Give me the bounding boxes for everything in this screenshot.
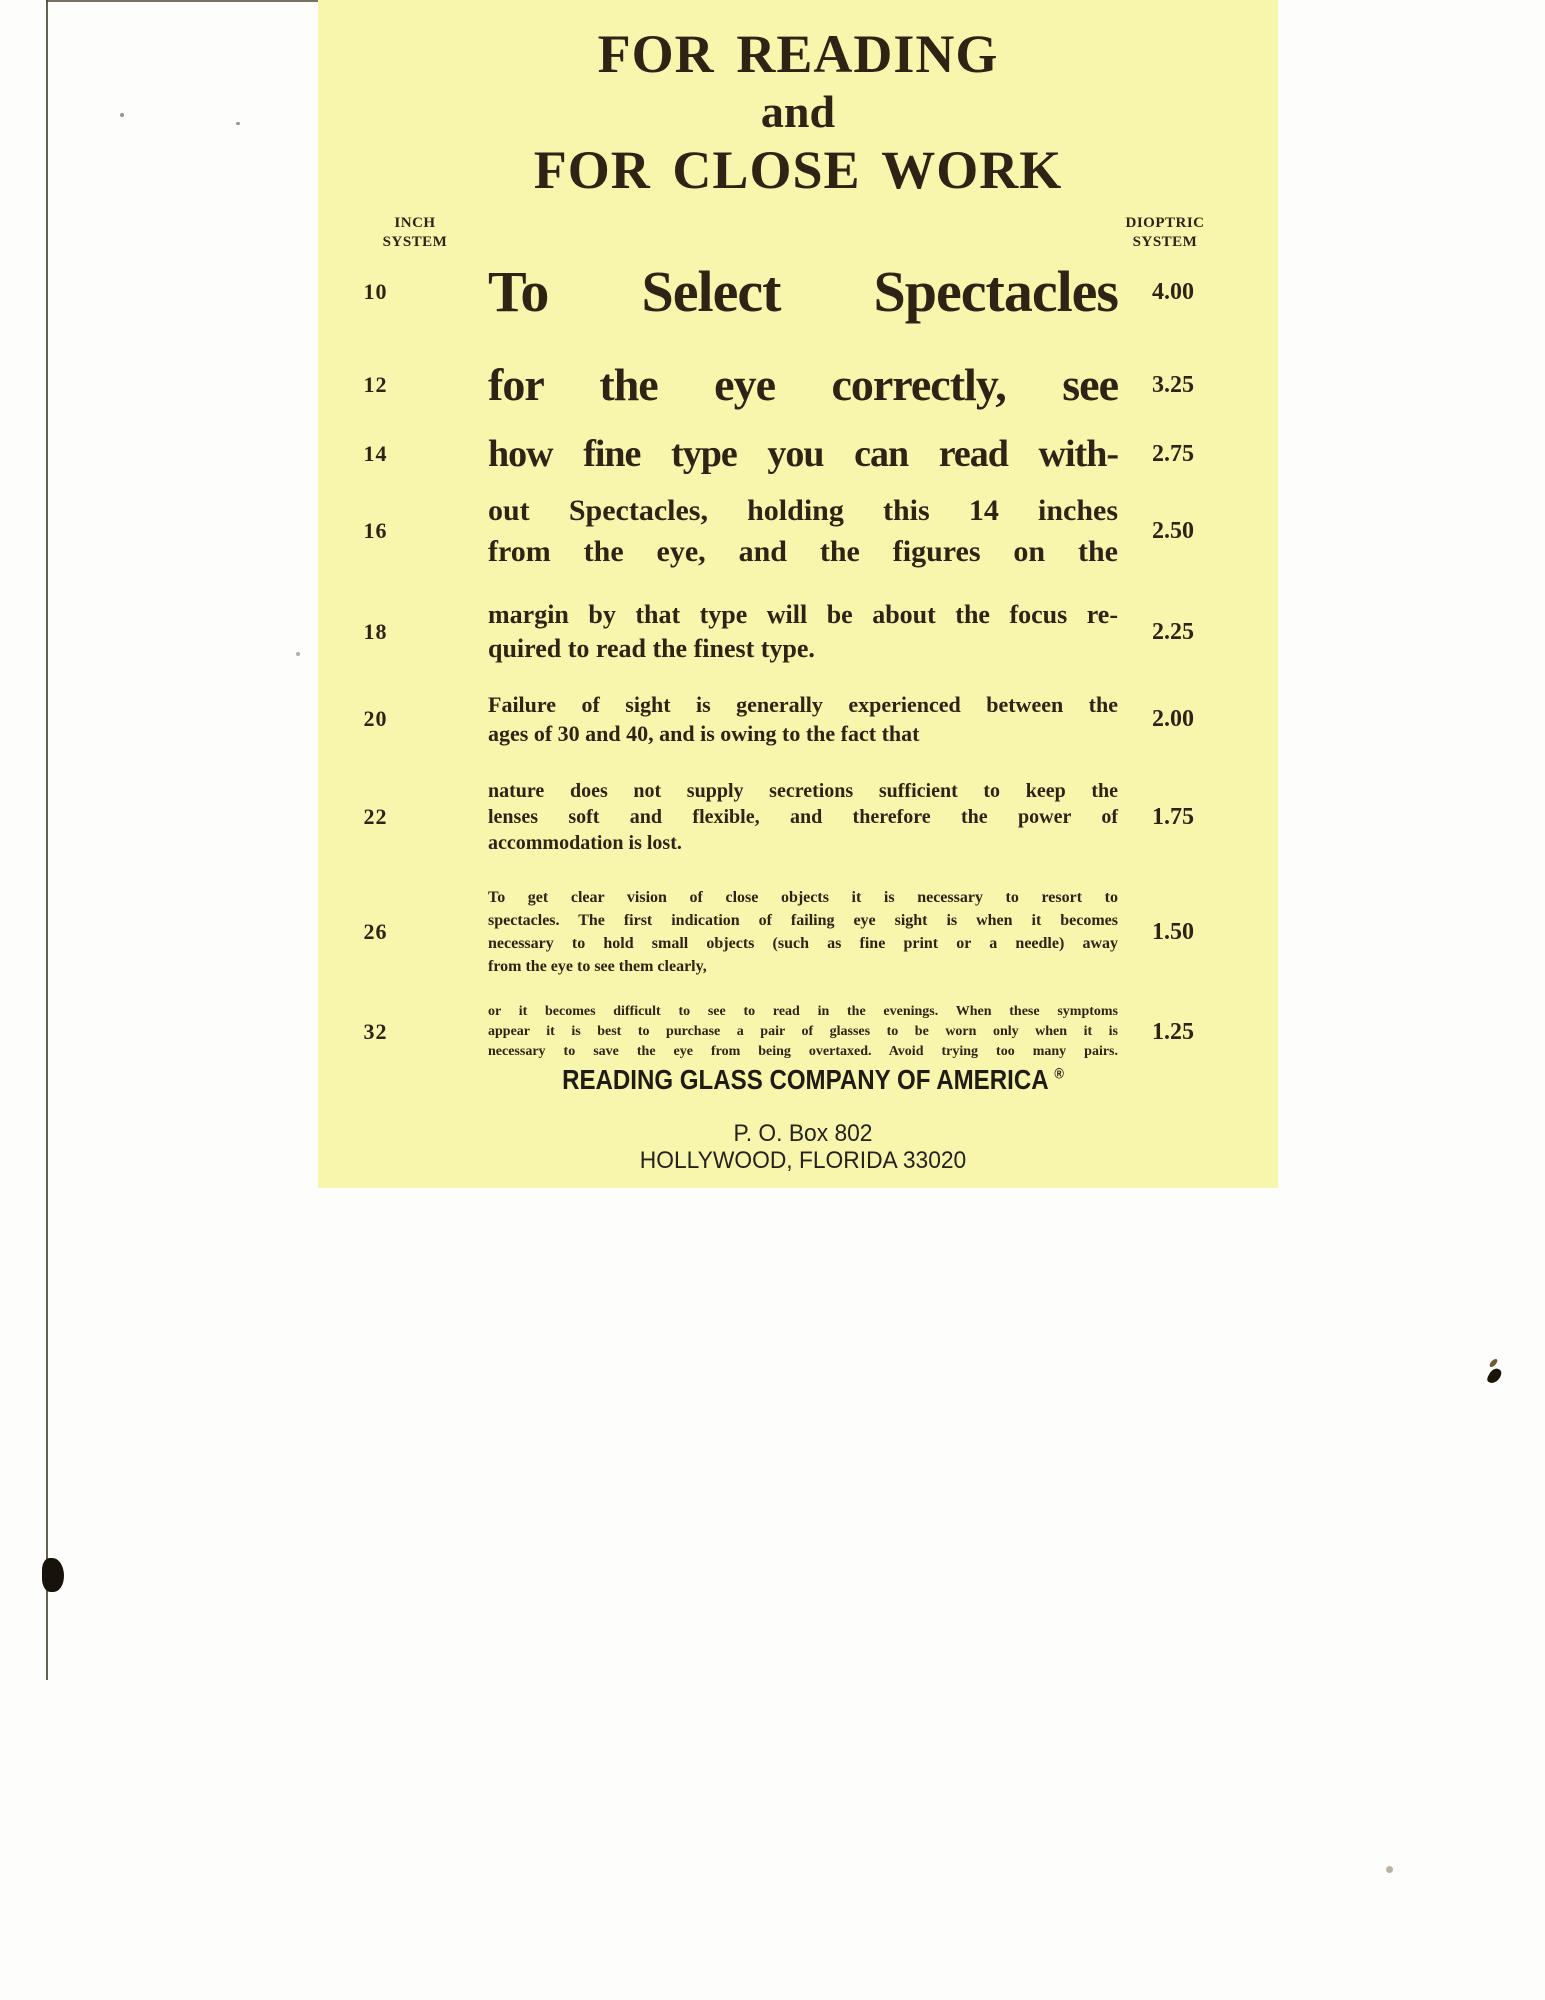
reading-text-block xyxy=(488,778,1118,856)
dioptric-system-header-line: DIOPTRIC xyxy=(1125,215,1205,231)
reading-text-line: for the eye correctly, see xyxy=(488,359,1118,410)
dioptric-value: 1.50 xyxy=(1152,918,1194,945)
inch-value: 32 xyxy=(363,1019,388,1044)
inch-system-header-line: INCH xyxy=(394,215,436,231)
scan-edge-line-left xyxy=(46,0,48,1680)
inch-value: 12 xyxy=(363,372,388,397)
reading-text-line: how fine type you can read with- xyxy=(488,433,1118,475)
inch-value: 18 xyxy=(363,619,388,644)
reading-text-block xyxy=(488,250,1118,334)
inch-value: 26 xyxy=(363,919,388,944)
test-row xyxy=(318,352,1278,418)
title-line: FOR CLOSE WORK xyxy=(533,140,1063,200)
reading-text-line: out Spectacles, holding this 14 inches xyxy=(488,494,1118,527)
reading-text-line: To Select Spectacles xyxy=(488,259,1118,324)
dioptric-value: 2.50 xyxy=(1152,517,1194,544)
dioptric-value: 1.25 xyxy=(1152,1018,1194,1045)
dioptric-value: 1.75 xyxy=(1152,803,1194,830)
test-row xyxy=(318,1002,1278,1062)
po-box-line: P. O. Box 802 xyxy=(733,1120,873,1147)
test-row xyxy=(318,778,1278,856)
reading-text-line: To get clear vision of close objects it is necessary to resort to xyxy=(488,889,1118,906)
dioptric-value: 2.75 xyxy=(1152,440,1194,467)
reading-text-line: lenses soft and flexible, and therefore the power of xyxy=(488,806,1118,828)
reading-text-block xyxy=(488,1002,1118,1062)
inch-system-header-line: SYSTEM xyxy=(382,234,448,250)
reading-text-line: necessary to save the eye from being overtaxed. Avoid trying too many pairs. xyxy=(488,1044,1118,1059)
reading-text-block xyxy=(488,598,1118,666)
inch-value: 14 xyxy=(363,441,388,466)
card-title xyxy=(318,24,1278,200)
address-line: HOLLYWOOD, FLORIDA 33020 xyxy=(639,1147,967,1174)
reading-text-line: necessary to hold small objects (such as fine print or a needle) away xyxy=(488,935,1118,952)
dioptric-value: 3.25 xyxy=(1152,371,1194,398)
inch-value: 22 xyxy=(363,804,388,829)
dioptric-system-header-line: SYSTEM xyxy=(1132,234,1198,250)
scan-dust-dot xyxy=(296,652,300,656)
title-line: FOR READING xyxy=(597,24,999,84)
test-row xyxy=(318,490,1278,572)
reading-text-line: spectacles. The first indication of failing eye sight is when it becomes xyxy=(488,912,1118,929)
reading-text-line: from the eye to see them clearly, xyxy=(488,958,707,975)
title-line: and xyxy=(760,86,836,137)
company-name xyxy=(542,1064,1084,1096)
reading-text-line: nature does not supply secretions sufficient to keep the xyxy=(488,780,1118,802)
company-name-text: READING GLASS COMPANY OF AMERICA xyxy=(562,1064,1048,1095)
test-row xyxy=(318,690,1278,748)
inch-value: 10 xyxy=(363,279,388,304)
dioptric-value: 2.25 xyxy=(1152,618,1194,645)
inch-value: 16 xyxy=(363,518,388,543)
reading-text-line: appear it is best to purchase a pair of glasses to be worn only when it is xyxy=(488,1024,1118,1039)
reading-text-line: or it becomes difficult to see to read in the evenings. When these symptoms xyxy=(488,1004,1118,1019)
test-row xyxy=(318,598,1278,666)
scan-dust-dot xyxy=(120,113,124,117)
test-row xyxy=(318,250,1278,334)
dioptric-system-header xyxy=(1100,214,1230,252)
scan-ink-blob xyxy=(42,1558,64,1592)
registered-trademark-symbol: ® xyxy=(1054,1065,1064,1083)
reading-text-block xyxy=(488,886,1118,978)
reading-test-card xyxy=(318,0,1278,1188)
reading-text-line: accommodation is lost. xyxy=(488,832,682,854)
reading-text-line: Failure of sight is generally experienced between the xyxy=(488,692,1118,717)
reading-text-line: from the eye, and the figures on the xyxy=(488,535,1118,568)
reading-text-block xyxy=(488,490,1118,572)
test-row xyxy=(318,886,1278,978)
reading-text-line: quired to read the finest type. xyxy=(488,634,815,663)
reading-text-block xyxy=(488,352,1118,418)
reading-text-line: margin by that type will be about the focus re- xyxy=(488,600,1118,629)
reading-text-line: ages of 30 and 40, and is owing to the fact that xyxy=(488,721,920,746)
inch-system-header xyxy=(350,214,480,252)
scan-dust-dot xyxy=(236,122,240,125)
dioptric-value: 2.00 xyxy=(1152,705,1194,732)
reading-text-block xyxy=(488,427,1118,481)
scan-speck xyxy=(1386,1866,1393,1873)
test-row xyxy=(318,427,1278,481)
scan-ink-speck xyxy=(1486,1366,1503,1385)
dioptric-value: 4.00 xyxy=(1152,278,1194,305)
inch-value: 20 xyxy=(363,706,388,731)
reading-text-block xyxy=(488,690,1118,748)
